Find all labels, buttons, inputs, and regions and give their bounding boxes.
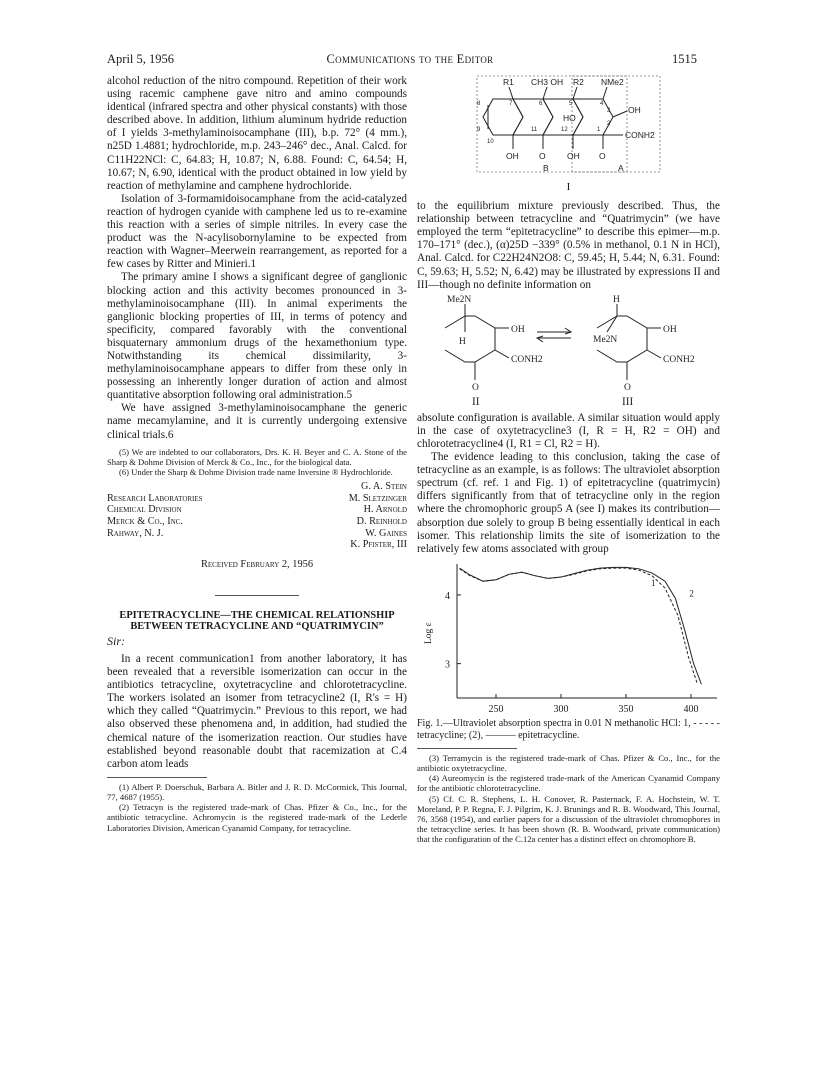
atom-number: 8 — [477, 101, 481, 107]
y-tick-label: 4 — [445, 590, 450, 602]
article-title: EPITETRACYCLINE—THE CHEMICAL RELATIONSHIP BETWEEN TETRACYCLINE AND “QUATRIMYCIN” — [119, 609, 395, 633]
author-signature — [107, 481, 407, 551]
y-axis-label: Log ε — [424, 622, 434, 644]
atom-number: 10 — [487, 139, 494, 145]
x-tick-label: 400 — [683, 703, 699, 715]
label-ring-b: B — [543, 163, 549, 173]
label-ch3oh: CH3 OH — [531, 77, 564, 87]
footnote: (4) Aureomycin is the registered trade-mark of the American Cyanamid Company for the antibiotic chlorotetracycline. — [417, 773, 720, 794]
atom-number: 12 — [561, 127, 568, 133]
affiliation-line: Rahway, N. J. — [107, 527, 164, 539]
author: W. Gaines — [365, 527, 407, 539]
section-divider — [215, 595, 299, 596]
atom-number: 2 — [607, 121, 611, 127]
label-r2: R2 — [573, 77, 584, 87]
label-nme2: NMe2 — [601, 77, 624, 87]
footnote: (5) We are indebted to our collaborators, Drs. K. H. Beyer and C. A. Stone of the Sharp & Dohme Division of Merck & Co., Inc., for the biological data. — [107, 446, 407, 467]
affiliation-line: Research Laboratories — [107, 492, 203, 504]
paragraph: In a recent communication1 from another laboratory, it has been revealed that a reversible isomerization can occur in the antibiotics tetracycline, oxytetracycline and chlorotetracycline. The workers isolated an isomer from tetracycline2 (I, R's = H) which they called “Quatrimycin.” Previous to this report, we had also observed these phenomena and, in addition, had studied the chemical nature of the isomerization reaction. Our studies have established beyond reasonable doubt that racemization at C.4 carbon atom leads — [107, 652, 407, 770]
atom-number: 5 — [569, 101, 573, 107]
atom-number: 4 — [600, 101, 604, 107]
ring-d — [483, 99, 523, 135]
series-label: 2 — [689, 588, 694, 599]
label-h: H — [613, 294, 620, 305]
footnote-divider — [417, 748, 517, 749]
author: G. A. Stein — [361, 481, 407, 493]
paragraph: Isolation of 3-formamidoisocamphane from the acid-catalyzed reaction of hydrogen cyanide with camphene led us to re-examine this reaction with a series of simple nitriles. In every case the product was the N-acylisobornylamine to be expected from reaction with Wagner–Meerwein rearrangement, as reported for a few cases by Ritter and Minieri.1 — [107, 192, 407, 271]
label-conh2: CONH2 — [663, 354, 695, 365]
label-o-bottom: O — [539, 151, 546, 161]
label-oh: OH — [663, 324, 677, 335]
y-tick-label: 3 — [445, 659, 450, 671]
structure-label: II — [472, 395, 480, 408]
paragraph: The primary amine I shows a significant degree of ganglionic blocking action and this activity becomes pronounced in 3-methylaminoisocamphane (III). In animal experiments the ganglionic blocking properties of III, in terms of potency and specificity, compared favorably with the conventional bisquaternary ammonium drugs of the hexamethonium type. Notwithstanding its chemical dissimilarity, 3-methylaminoisocamphane appears to differ from these only in possessing an inherently longer duration of action and almost quantitative absorption following oral administration.5 — [107, 271, 407, 402]
footnotes — [107, 447, 407, 478]
ring-a — [573, 99, 613, 135]
footnote: (2) Tetracyn is the registered trade-mark of Chas. Pfizer & Co., Inc., for the antibiotic tetracycline. Achromycin is the registered trade-mark of the Lederle Laboratories Division, American Cyanamid Company, for tetracycline. — [107, 802, 407, 833]
series-line-2 — [460, 567, 702, 684]
structure-label: I — [566, 181, 571, 193]
author: K. Pfister, III — [350, 539, 407, 551]
ring-left — [445, 316, 495, 362]
paragraph: The evidence leading to this conclusion, taking the case of tetracycline as an example, is as follows: The ultraviolet absorption spectrum (cf. ref. 1 and Fig. 1) of epitetracycline (quatrimycin) differs significantly from that of tetracycline only in the region where the chromophoric group5 A (see I) makes its contribution—absorption due solely to group B being essentially identical in each isomer. This relationship limits the site of isomerization to the relatively few atoms associated with group — [417, 451, 720, 555]
atom-number: 6 — [539, 101, 543, 107]
author: D. Reinhold — [356, 516, 407, 528]
label-me2n: Me2N — [593, 334, 618, 345]
paragraph: to the equilibrium mixture previously described. Thus, the relationship between tetracycline and “Quatrimycin” (we have employed the term “epitetracycline” to describe this epimer—m.p. 170–171° (dec.), (α)25D −339° (0.5% in methanol, 0.1 N in HCl), Anal. Calcd. for C22H24N2O8: C, 59.45; H, 5.44; N, 6.31. Found: C, 59.63; H, 5.52; N, 6.42) may be illustrated by expressions II and III—though no definite information on — [417, 200, 720, 291]
affiliation-line: Merck & Co., Inc. — [107, 516, 183, 528]
footnote: (1) Albert P. Doerschuk, Barbara A. Bitler and J. R. D. McCormick, This Journal, 77, 4687 (1955). — [107, 781, 407, 803]
label-oh: OH — [628, 105, 641, 115]
structure-I — [417, 75, 720, 179]
right-column — [417, 75, 720, 845]
series-line-1 — [460, 568, 698, 684]
uv-absorption-chart — [417, 556, 720, 716]
series-label: 1 — [651, 577, 656, 588]
footnote: (5) Cf. C. R. Stephens, L. H. Conover, R. Pasternack, F. A. Hochstein, W. T. Moreland, P. P. Regna, F. J. Pilgrim, K. J. Brunings and R. B. Woodward, This Journal, 76, 3568 (1954), and earlier papers for a discussion of the ultraviolet chromophores in the tetracycline series. It has been shown (R. B. Woodward, private communication) that the configuration of the C.12a center has a distinct effect on chromophore B. — [417, 793, 720, 845]
label-oh: OH — [511, 324, 525, 335]
footnote: (3) Terramycin is the registered trade-mark of Chas. Pfizer & Co., Inc., for the antibiotic oxytetracycline. — [417, 752, 720, 773]
salutation: Sir: — [107, 633, 125, 648]
atom-number: 7 — [509, 101, 513, 107]
label-o: O — [472, 382, 479, 393]
label-conh2: CONH2 — [625, 130, 655, 140]
atom-number: 11 — [531, 127, 538, 133]
atom-number: 9 — [477, 127, 481, 133]
author: M. Sletzinger — [348, 492, 407, 504]
ring-a-box — [572, 76, 660, 172]
structure-label: III — [622, 395, 634, 408]
page-number: 1515 — [672, 52, 697, 66]
figure-caption: Fig. 1.—Ultraviolet absorption spectra in 0.01 N methanolic HCl: 1, - - - - - tetracycline; (2), ——— epitetracycline. — [417, 717, 720, 741]
running-date: April 5, 1956 — [107, 52, 175, 66]
label-me2n: Me2N — [447, 294, 472, 305]
label-o: O — [624, 382, 631, 393]
label-ho: HO — [563, 113, 576, 123]
left-column — [107, 75, 407, 833]
paragraph: alcohol reduction of the nitro compound. Repetition of their work using racemic camphene gave nitro and amino compounds identical (infrared spectra and other physical constants) with those described above. In addition, lithium aluminum hydride reduction of I yields 3-methylaminoisocamphane (III), b.p. 72° (4 mm.), n25D 1.4881; hydrochloride, m.p. 243–246° dec., Anal. Calcd. for C11H22NCl: C, 64.83; H, 10.87; N, 6.88. Found: C, 64.54; H, 10.67; N, 6.90, identical with the product obtained in low yield by reaction of methylamine and camphene hydrochloride. — [107, 75, 407, 192]
paragraph: absolute configuration is available. A similar situation would apply in the case of oxytetracycline3 (I, R = H, R2 = OH) and chlorotetracycline4 (I, R1 = Cl, R2 = H). — [417, 411, 720, 450]
footnote: (6) Under the Sharp & Dohme Division trade name Inversine ® Hydrochloride. — [119, 467, 393, 478]
atom-number: 1 — [597, 127, 601, 133]
authors — [277, 481, 407, 551]
author: H. Arnold — [363, 504, 407, 516]
x-tick-label: 300 — [553, 703, 569, 715]
label-h: H — [459, 336, 466, 347]
running-section-title: Communications to the Editor — [326, 52, 494, 66]
affiliation-line: Chemical Division — [107, 504, 182, 516]
paragraph: We have assigned 3-methylaminoisocamphane the generic name mecamylamine, and it is currently undergoing extensive clinical trials.6 — [107, 402, 407, 441]
label-o-bottom: O — [599, 151, 606, 161]
label-oh-bottom: OH — [506, 151, 519, 161]
structures-II-III — [417, 292, 720, 398]
x-tick-label: 350 — [618, 703, 634, 715]
label-r1: R1 — [503, 77, 514, 87]
structure-labels-row — [417, 396, 720, 408]
label-ring-a: A — [618, 163, 624, 173]
label-oh-bottom: OH — [567, 151, 580, 161]
received-date: Received February 2, 1956 — [200, 558, 314, 570]
atom-number: 3 — [607, 108, 611, 114]
label-conh2: CONH2 — [511, 354, 543, 365]
affiliation — [107, 481, 267, 551]
x-tick-label: 250 — [488, 703, 504, 715]
footnote-divider — [107, 777, 207, 778]
